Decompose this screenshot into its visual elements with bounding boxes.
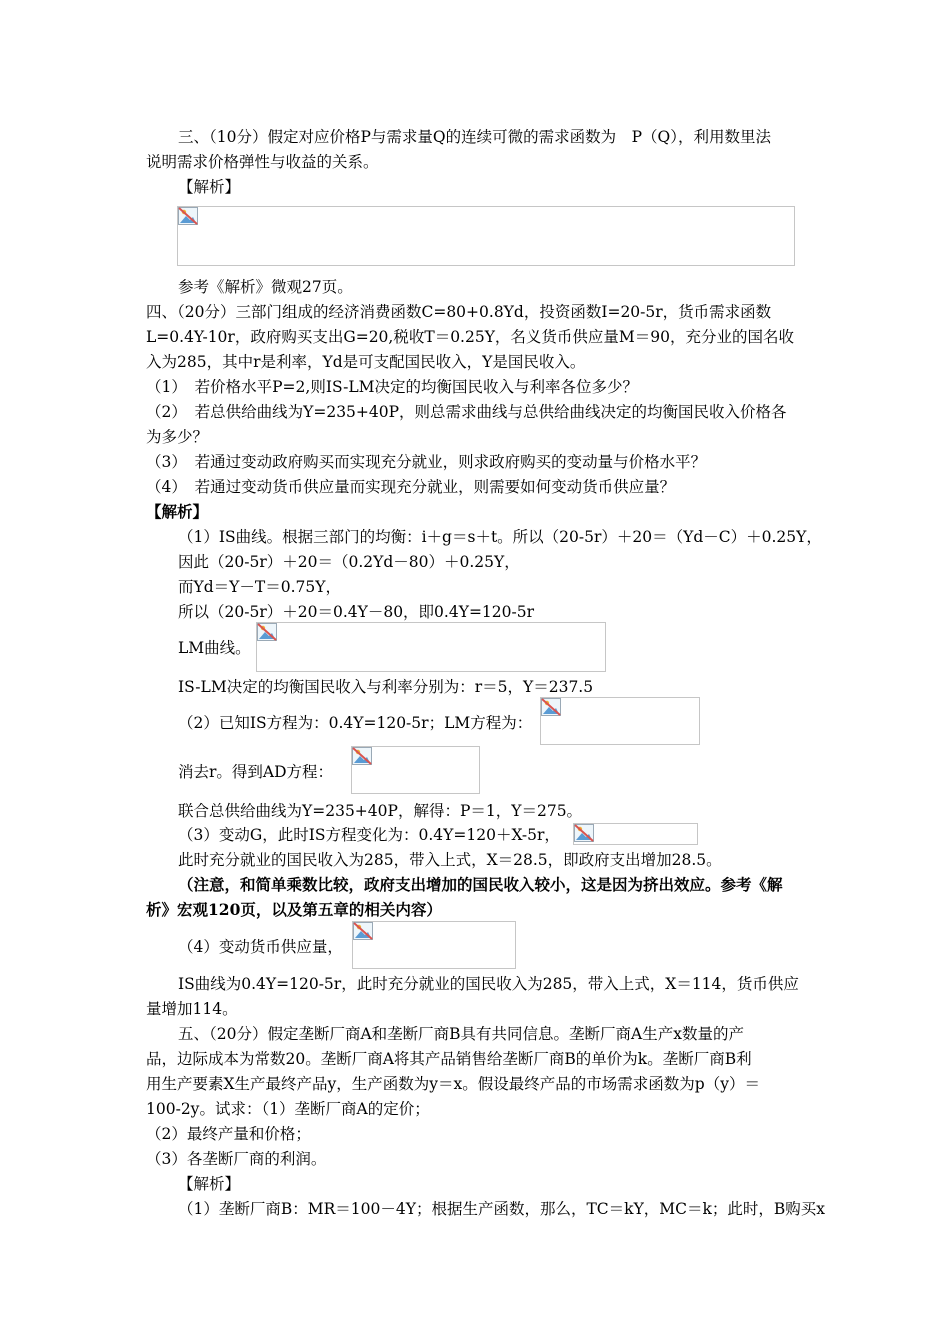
q4-subq-3: （3） 若通过变动政府购买而实现充分就业，则求政府购买的变动量与价格水平？ — [146, 453, 707, 471]
q4-subq-4: （4） 若通过变动货币供应量而实现充分就业，则需要如何变动货币供应量？ — [146, 478, 676, 496]
broken-image-icon — [574, 824, 594, 842]
q5-analysis-heading: 【解析】 — [178, 1175, 241, 1193]
q5-line-3: 用生产要素X生产最终产品y，生产函数为y＝x。假设最终产品的市场需求函数为p（y）＝ — [146, 1075, 760, 1093]
q5-line-2: 品，边际成本为常数20。垄断厂商A将其产品销售给垄断厂商B的单价为k。垄断厂商B利 — [146, 1050, 752, 1068]
q4-a3-line-1: （3）变动G，此时IS方程变化为：0.4Y=120＋X-5r， — [178, 826, 560, 844]
missing-image-lm — [256, 622, 606, 672]
q4-a4-line-2: IS曲线为0.4Y=120-5r，此时充分就业的国民收入为285，带入上式，X＝114，货币供应 — [178, 975, 799, 993]
missing-image-lm-eq — [540, 697, 700, 745]
q5-subq-2: （2）最终产量和价格； — [146, 1125, 311, 1143]
q4-a4-line-1: （4）变动货币供应量， — [178, 938, 343, 956]
q4-note-line-1: （注意，和简单乘数比较，政府支出增加的国民收入较小，这是因为挤出效应。参考《解 — [178, 875, 783, 894]
q5-a1-line-1: （1）垄断厂商B：MR＝100－4Y；根据生产函数，那么，TC＝kY，MC＝k；此时，B购买x — [178, 1200, 826, 1218]
q4-line-1: 四、（20分）三部门组成的经济消费函数C=80+0.8Yd，投资函数I=20-5r，货币需求函数 — [146, 303, 772, 321]
q4-line-2: L=0.4Y-10r，政府购买支出G=20,税收T＝0.25Y，名义货币供应量M＝90，充分业的国名收 — [146, 328, 795, 346]
q4-a2-line-3: 联合总供给曲线为Y=235+40P，解得：P＝1，Y＝275。 — [178, 802, 583, 820]
q4-analysis-heading: 【解析】 — [146, 502, 209, 521]
q4-subq-2-cont: 为多少？ — [146, 428, 209, 446]
q4-lm-curve: LM曲线。 — [178, 639, 251, 657]
q4-a2-line-2: 消去r。得到AD方程： — [178, 763, 334, 781]
missing-image-money — [352, 921, 516, 969]
broken-image-icon — [257, 623, 277, 641]
q3-line-1: 三、（10分）假定对应价格P与需求量Q的连续可微的需求函数为 P（Q），利用数里法 — [178, 128, 771, 146]
broken-image-icon — [178, 207, 198, 225]
q4-subq-2: （2） 若总供给曲线为Y=235+40P，则总需求曲线与总供给曲线决定的均衡国民收入价格各 — [146, 403, 787, 421]
q4-a3-line-2: 此时充分就业的国民收入为285，带入上式，X＝28.5，即政府支出增加28.5。 — [178, 851, 722, 869]
missing-image-q3 — [177, 206, 795, 266]
broken-image-icon — [352, 747, 372, 765]
q3-line-2: 说明需求价格弹性与收益的关系。 — [146, 153, 379, 171]
q5-line-1: 五、（20分）假定垄断厂商A和垄断厂商B具有共同信息。垄断厂商A生产x数量的产 — [178, 1025, 744, 1043]
q4-line-3: 入为285，其中r是利率，Yd是可支配国民收入，Y是国民收入。 — [146, 353, 586, 371]
q4-note-line-2: 析》宏观120页，以及第五章的相关内容） — [146, 900, 442, 919]
q3-reference: 参考《解析》微观27页。 — [178, 278, 353, 296]
broken-image-icon — [353, 922, 373, 940]
missing-image-is-eq — [573, 823, 698, 845]
q4-a1-line-3: 而Yd＝Y－T＝0.75Y， — [178, 578, 341, 596]
q4-a1-line-1: （1）IS曲线。根据三部门的均衡：i＋g＝s＋t。所以（20-5r）＋20＝（Yd－C）＋0.25Y， — [178, 528, 822, 546]
q4-islm-result: IS-LM决定的均衡国民收入与利率分别为：r＝5，Y＝237.5 — [178, 678, 594, 696]
q4-a1-line-2: 因此（20-5r）＋20＝（0.2Yd－80）＋0.25Y， — [178, 553, 520, 571]
q5-subq-3: （3）各垄断厂商的利润。 — [146, 1150, 327, 1168]
q3-analysis-heading: 【解析】 — [178, 178, 241, 196]
q4-a2-line-1: （2）已知IS方程为：0.4Y=120-5r；LM方程为： — [178, 714, 533, 732]
broken-image-icon — [541, 698, 561, 716]
q4-subq-1: （1） 若价格水平P=2,则IS-LM决定的均衡国民收入与利率各位多少？ — [146, 378, 639, 396]
q4-a4-line-3: 量增加114。 — [146, 1000, 238, 1018]
q4-a1-line-4: 所以（20-5r）＋20＝0.4Y－80，即0.4Y=120-5r — [178, 603, 535, 621]
missing-image-ad-eq — [351, 746, 480, 794]
q5-line-4: 100-2y。试求：（1）垄断厂商A的定价； — [146, 1100, 430, 1118]
